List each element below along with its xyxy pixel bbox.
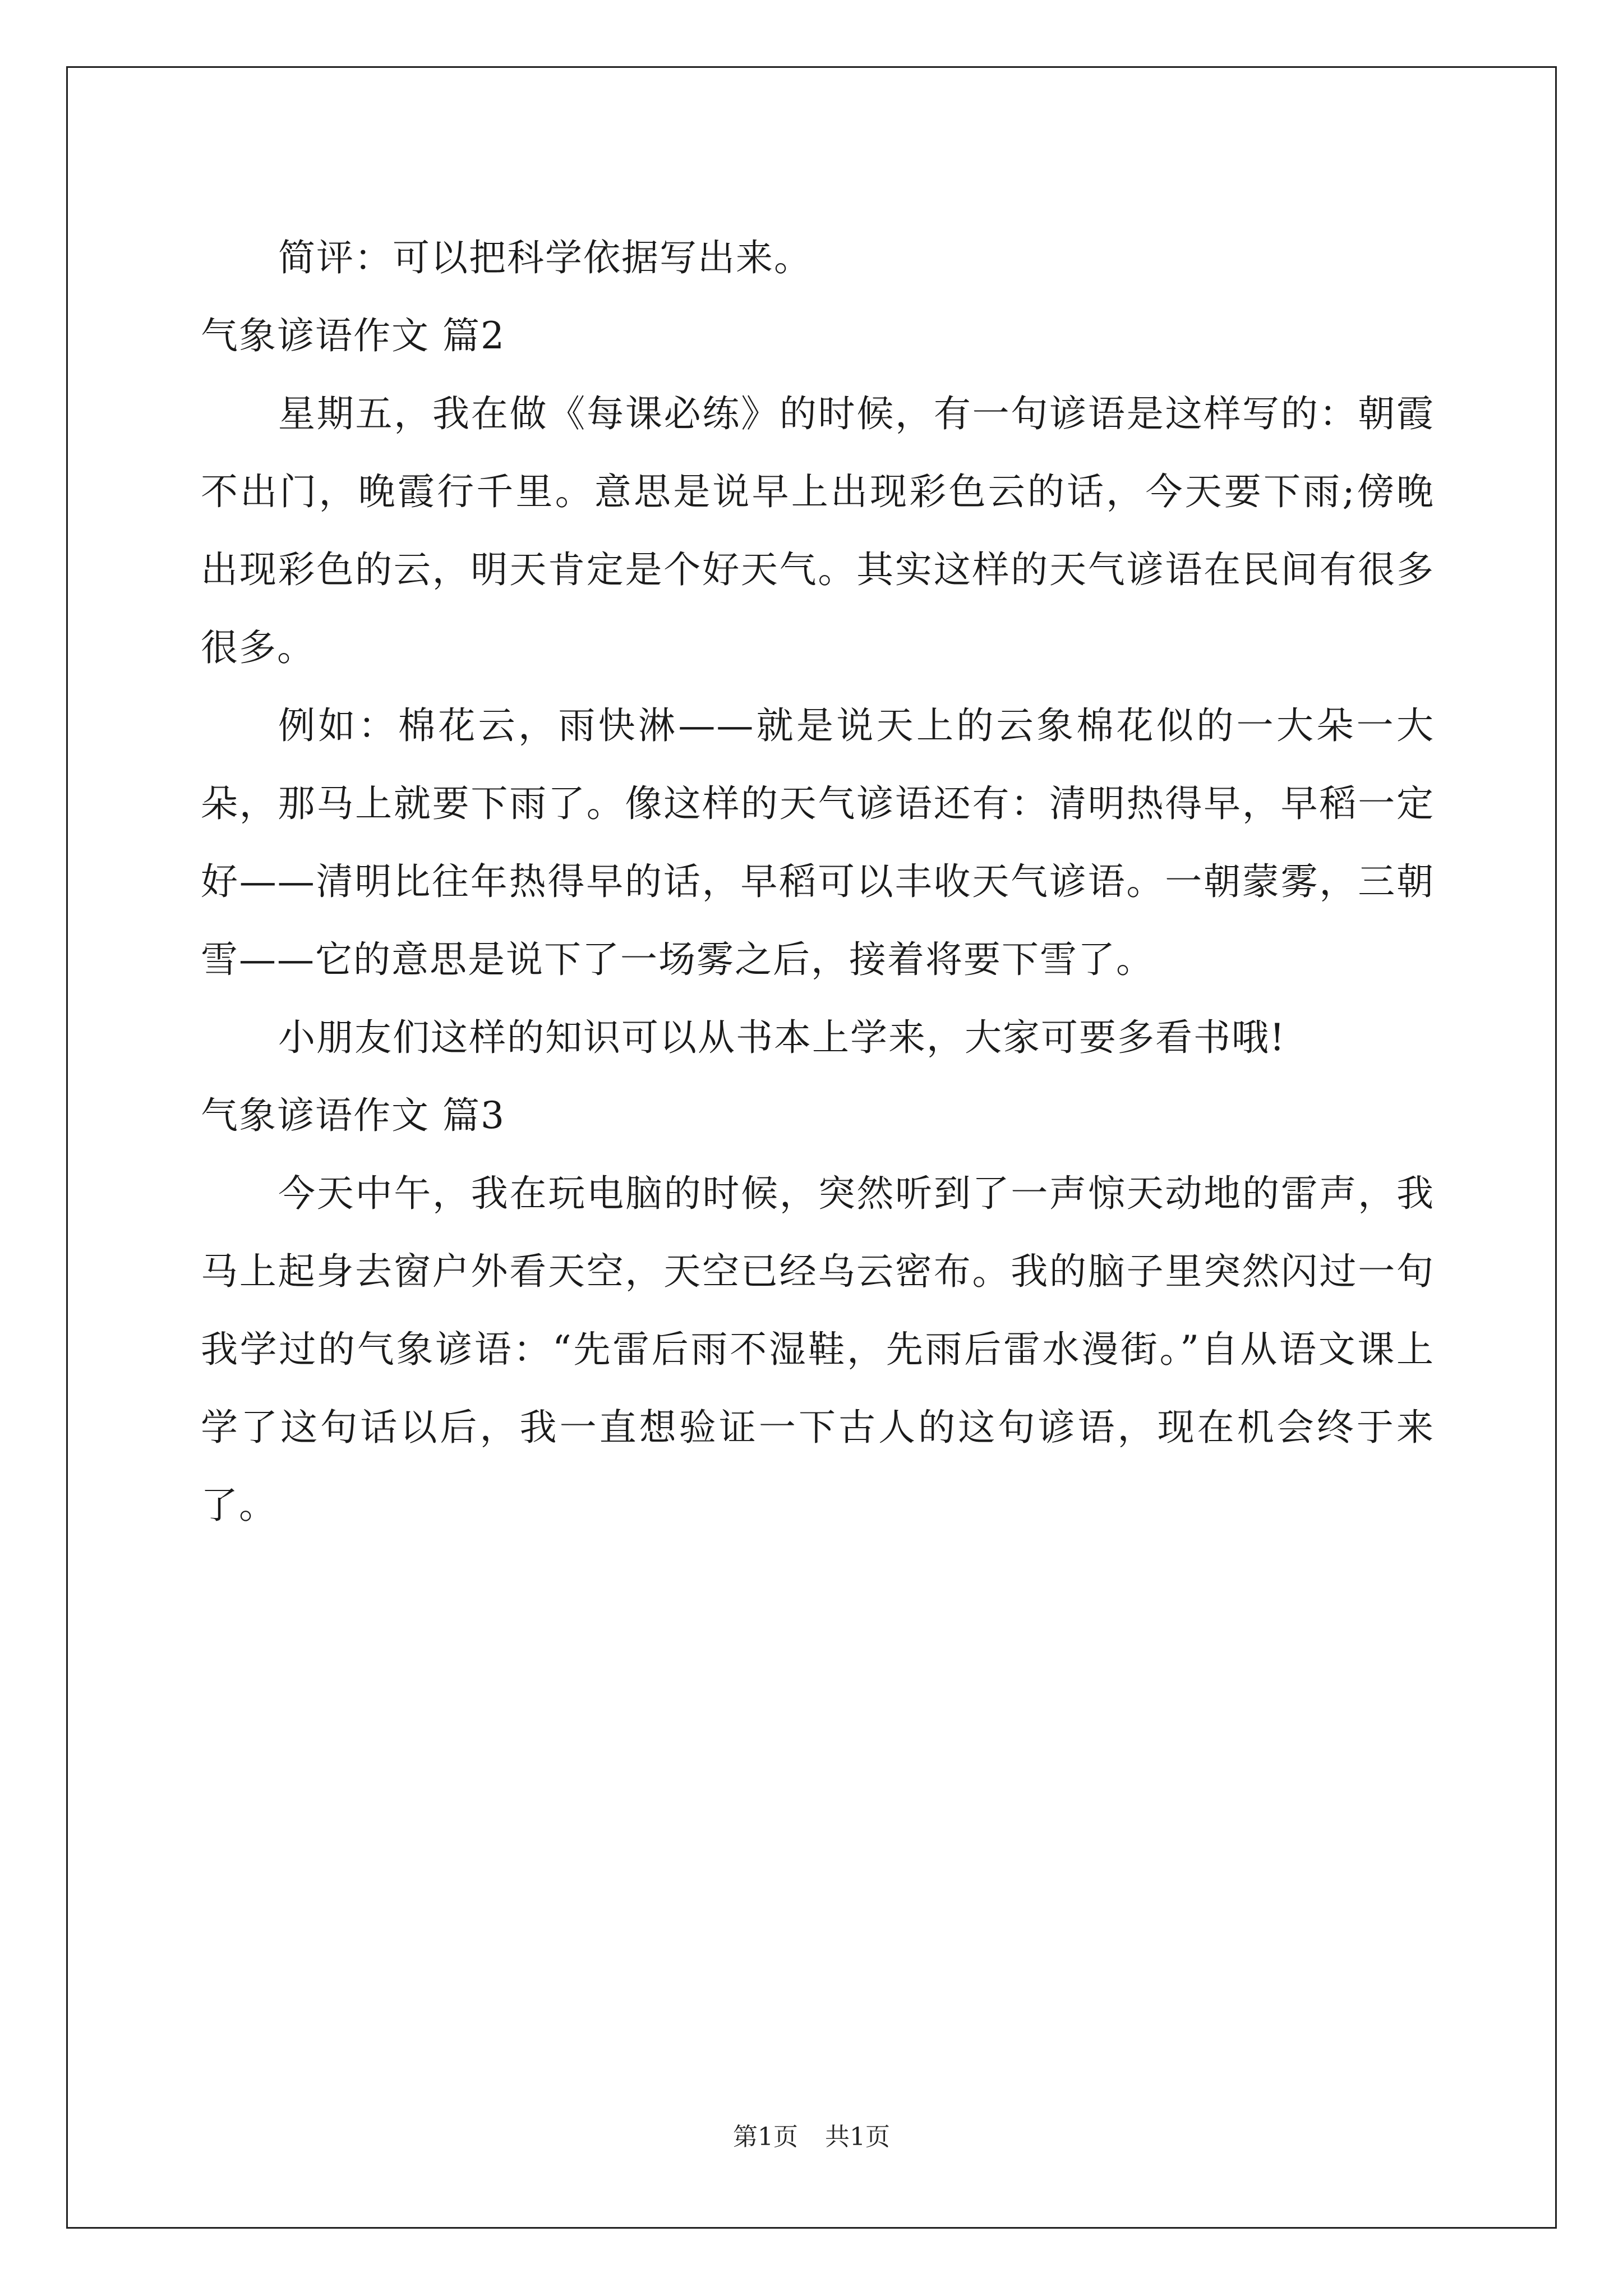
paragraph-thunder-story: 今天中午，我在玩电脑的时候，突然听到了一声惊天动地的雷声，我马上起身去窗户外看天空，天空已经乌云密布。我的脑子里突然闪过一句我学过的气象谚语：“先雷后雨不湿鞋，先雨后雷水漫街。”自从语文课上学了这句话以后，我一直想验证一下古人的这句谚语，现在机会终于来了。 [201,1172,1435,1527]
comment-paragraph: 简评：可以把科学依据写出来。 [278,236,812,279]
page-number-current: 第1页 [733,2123,798,2151]
document-body [201,219,1435,1544]
section-heading-3: 气象谚语作文 篇3 [201,1094,505,1137]
paragraph-proverb-intro: 星期五，我在做《每课必练》的时候，有一句谚语是这样写的：朝霞不出门，晚霞行千里。意思是说早上出现彩色云的话，今天要下雨;傍晚出现彩色的云，明天肯定是个好天气。其实这样的天气谚语在民间有很多很多。 [201,392,1435,669]
page-footer [0,2120,1623,2154]
section-heading-2: 气象谚语作文 篇2 [201,314,505,357]
page-number-total: 共1页 [825,2123,890,2151]
paragraph-closing-advice: 小朋友们这样的知识可以从书本上学来，大家可要多看书哦! [278,1016,1286,1059]
paragraph-proverb-examples: 例如：棉花云，雨快淋——就是说天上的云象棉花似的一大朵一大朵，那马上就要下雨了。像这样的天气谚语还有：清明热得早，早稻一定好——清明比往年热得早的话，早稻可以丰收天气谚语。一朝蒙雾，三朝雪——它的意思是说下了一场雾之后，接着将要下雪了。 [201,704,1435,981]
